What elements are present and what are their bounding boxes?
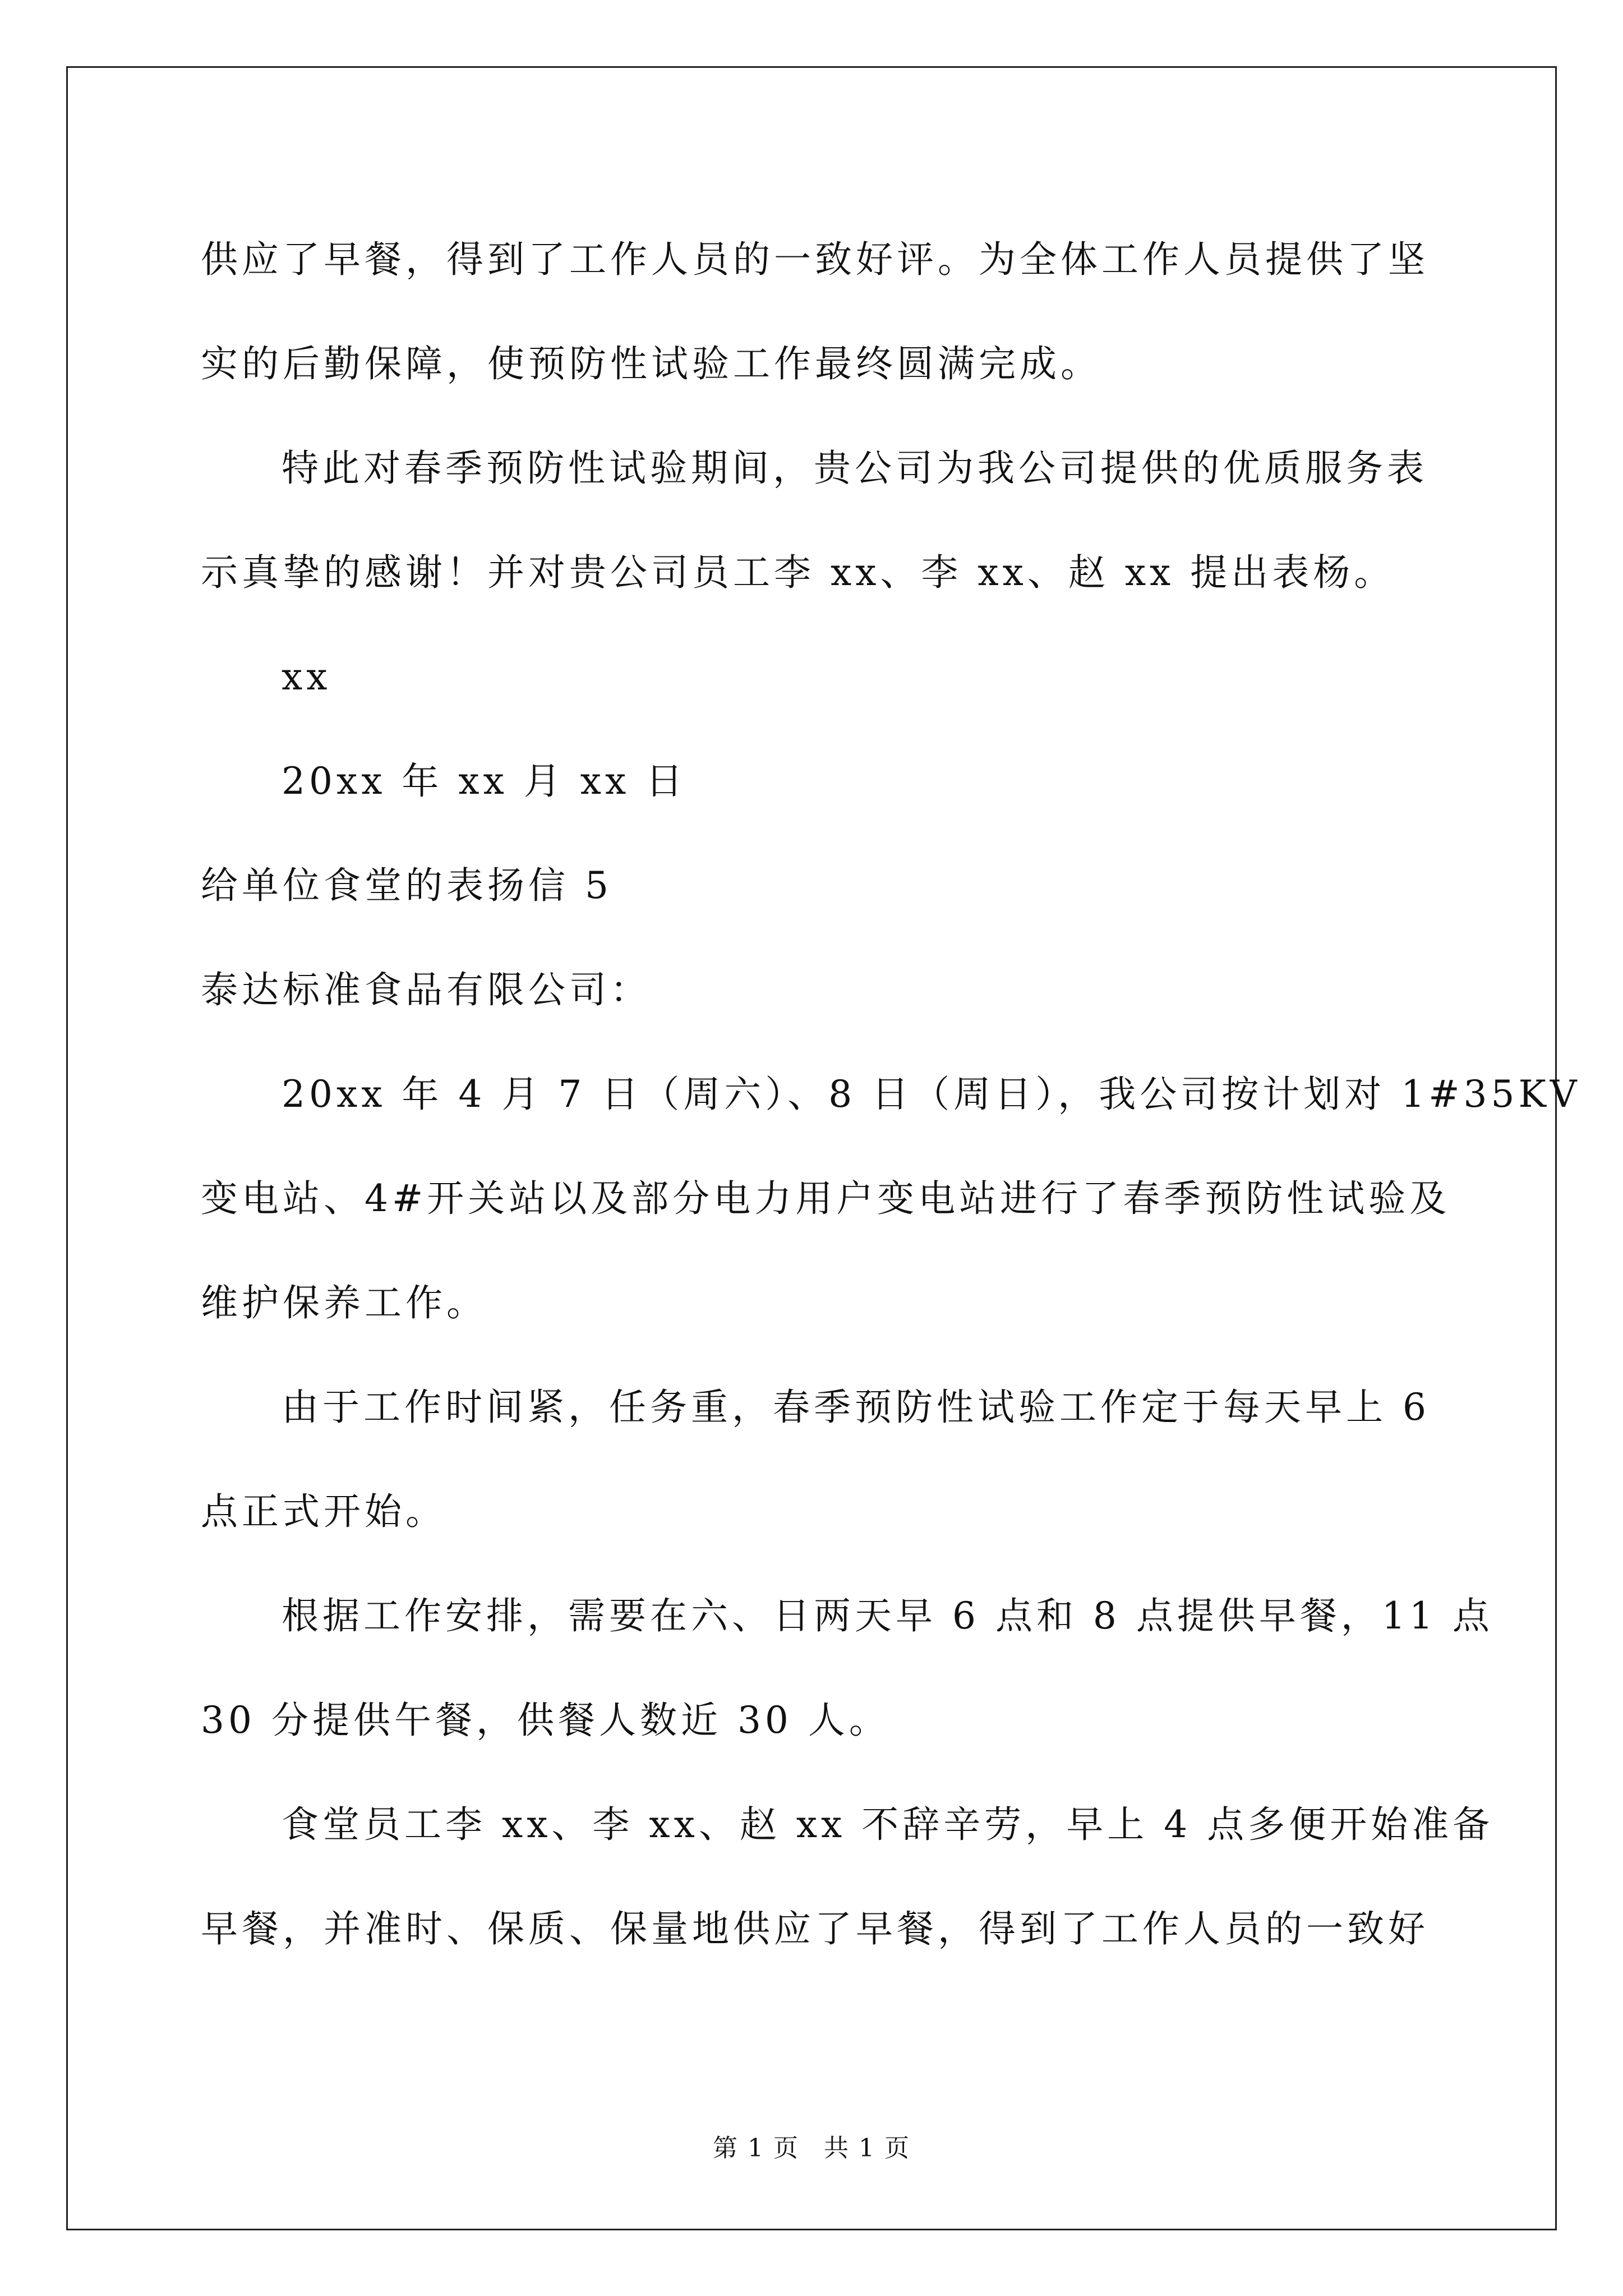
text-line-14: 根据工作安排，需要在六、日两天早 6 点和 8 点提供早餐，11 点 (282, 1594, 1493, 1637)
text-line-16: 食堂员工李 xx、李 xx、赵 xx 不辞辛劳，早上 4 点多便开始准备 (282, 1803, 1494, 1846)
text-line-12: 由于工作时间紧，任务重，春季预防性试验工作定于每天早上 6 (282, 1386, 1430, 1429)
text-line-4: 示真挚的感谢！并对贵公司员工李 xx、李 xx、赵 xx 提出表杨。 (201, 551, 1395, 594)
text-line-15: 30 分提供午餐，供餐人数近 30 人。 (201, 1699, 890, 1742)
text-line-10: 变电站、4#开关站以及部分电力用户变电站进行了春季预防性试验及 (201, 1177, 1451, 1220)
text-line-2: 实的后勤保障，使预防性试验工作最终圆满完成。 (201, 342, 1101, 385)
section-title: 给单位食堂的表扬信 5 (201, 864, 612, 907)
signature-date: 20xx 年 xx 月 xx 日 (282, 760, 687, 803)
page-number-total: 共 1 页 (824, 2134, 910, 2162)
page-number-current: 第 1 页 (713, 2134, 799, 2162)
signature-name: xx (282, 655, 331, 698)
page-footer (0, 2132, 1623, 2165)
text-line-11: 维护保养工作。 (201, 1281, 487, 1324)
text-line-17: 早餐，并准时、保质、保量地供应了早餐，得到了工作人员的一致好 (201, 1907, 1429, 1950)
text-line-1: 供应了早餐，得到了工作人员的一致好评。为全体工作人员提供了坚 (201, 238, 1429, 281)
text-line-3: 特此对春季预防性试验期间，贵公司为我公司提供的优质服务表 (282, 447, 1428, 490)
salutation: 泰达标准食品有限公司： (201, 968, 651, 1011)
text-line-9: 20xx 年 4 月 7 日（周六）、8 日（周日），我公司按计划对 1#35KV (282, 1073, 1581, 1116)
document-body (201, 208, 1581, 1981)
text-line-13: 点正式开始。 (201, 1490, 446, 1533)
